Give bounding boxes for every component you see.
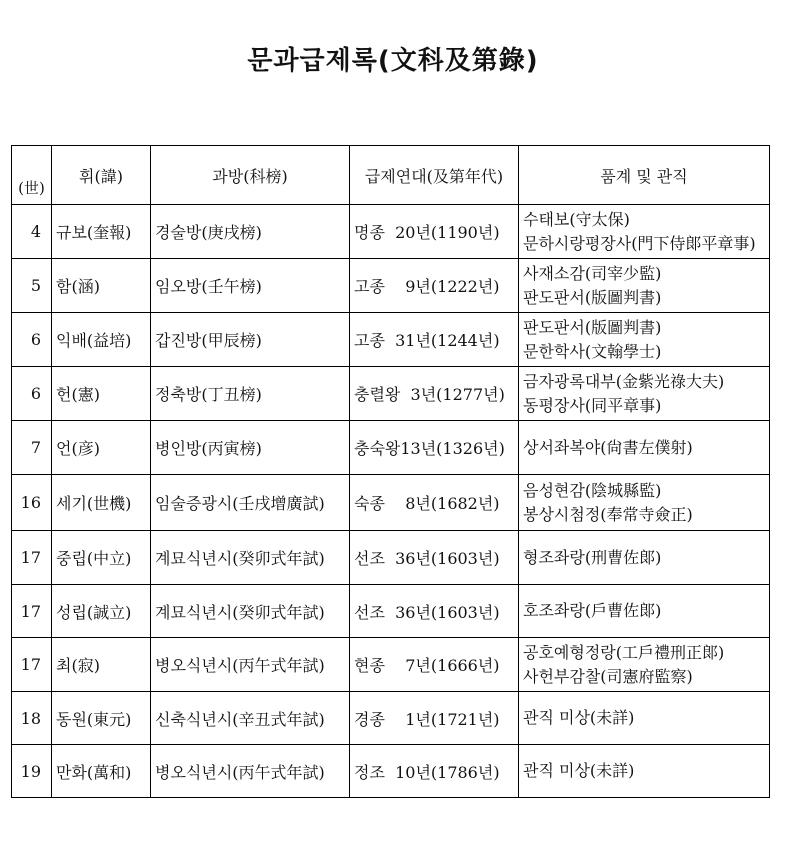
- year-cell: 명종 20년(1190년): [350, 205, 519, 259]
- header-year: 급제연대(及第年代): [350, 146, 519, 205]
- generation-cell: 16: [12, 475, 52, 531]
- name-cell: 동원(東元): [52, 692, 151, 745]
- position-line-1: 공호예형정랑(工戶禮刑正郞): [523, 642, 725, 662]
- name-cell: 함(涵): [52, 259, 151, 313]
- exam-cell: 임술증광시(壬戌增廣試): [151, 475, 350, 531]
- header-generation: (世): [12, 146, 52, 205]
- table-row: [12, 475, 770, 531]
- table-header: [12, 146, 770, 205]
- table-row: [12, 585, 770, 638]
- year-cell: 정조 10년(1786년): [350, 745, 519, 798]
- exam-cell: 병인방(丙寅榜): [151, 421, 350, 475]
- table-row: [12, 259, 770, 313]
- exam-record-table: [11, 145, 770, 798]
- name-cell: 성립(誠立): [52, 585, 151, 638]
- exam-cell: 병오식년시(丙午式年試): [151, 638, 350, 692]
- position-cell: [519, 638, 770, 692]
- position-line-1: 사재소감(司宰少監): [523, 263, 662, 283]
- year-cell: 선조 36년(1603년): [350, 531, 519, 585]
- exam-cell: 계묘식년시(癸卯式年試): [151, 585, 350, 638]
- year-cell: 선조 36년(1603년): [350, 585, 519, 638]
- exam-cell: 병오식년시(丙午式年試): [151, 745, 350, 798]
- exam-cell: 경술방(庚戌榜): [151, 205, 350, 259]
- position-line-1: 수태보(守太保): [523, 209, 630, 229]
- position-line-1: 관직 미상(未詳): [523, 708, 635, 727]
- position-line-2: 문한학사(文翰學士): [523, 341, 662, 361]
- generation-cell: 6: [12, 367, 52, 421]
- year-cell: 숙종 8년(1682년): [350, 475, 519, 531]
- table-row: [12, 692, 770, 745]
- position-line-1: 판도판서(版圖判書): [523, 317, 662, 337]
- position-cell: [519, 745, 770, 798]
- position-cell: [519, 421, 770, 475]
- position-line-2: 동평장사(同平章事): [523, 395, 662, 415]
- position-cell: [519, 531, 770, 585]
- position-line-2: 봉상시첨정(奉常寺僉正): [523, 504, 693, 524]
- position-line-1: 호조좌랑(戶曹佐郞): [523, 601, 662, 620]
- position-cell: [519, 367, 770, 421]
- position-line-1: 음성현감(陰城縣監): [523, 480, 662, 500]
- table-row: [12, 531, 770, 585]
- position-line-1: 금자광록대부(金紫光祿大夫): [523, 371, 725, 391]
- header-name: 휘(諱): [52, 146, 151, 205]
- name-cell: 익배(益培): [52, 313, 151, 367]
- name-cell: 언(彦): [52, 421, 151, 475]
- year-cell: 경종 1년(1721년): [350, 692, 519, 745]
- year-cell: 충렬왕 3년(1277년): [350, 367, 519, 421]
- generation-cell: 19: [12, 745, 52, 798]
- generation-cell: 17: [12, 531, 52, 585]
- name-cell: 최(寂): [52, 638, 151, 692]
- position-cell: [519, 692, 770, 745]
- position-line-1: 관직 미상(未詳): [523, 761, 635, 780]
- name-cell: 세기(世機): [52, 475, 151, 531]
- table-row: [12, 421, 770, 475]
- table-row: [12, 205, 770, 259]
- position-line-1: 형조좌랑(刑曹佐郞): [523, 547, 662, 567]
- name-cell: 만화(萬和): [52, 745, 151, 798]
- name-cell: 헌(憲): [52, 367, 151, 421]
- exam-cell: 갑진방(甲辰榜): [151, 313, 350, 367]
- name-cell: 규보(奎報): [52, 205, 151, 259]
- generation-cell: 18: [12, 692, 52, 745]
- position-cell: [519, 585, 770, 638]
- generation-cell: 17: [12, 585, 52, 638]
- generation-cell: 4: [12, 205, 52, 259]
- header-position: 품계 및 관직: [519, 146, 770, 205]
- generation-cell: 6: [12, 313, 52, 367]
- table-body: [12, 205, 770, 798]
- year-cell: 고종 9년(1222년): [350, 259, 519, 313]
- position-cell: [519, 313, 770, 367]
- table-row: [12, 745, 770, 798]
- page-title: 문과급제록(文科及第錄): [247, 46, 539, 76]
- position-cell: [519, 475, 770, 531]
- header-exam: 과방(科榜): [151, 146, 350, 205]
- year-cell: 충숙왕13년(1326년): [350, 421, 519, 475]
- table-row: [12, 313, 770, 367]
- position-line-1: 상서좌복야(尙書左僕射): [523, 437, 693, 457]
- position-cell: [519, 259, 770, 313]
- generation-cell: 17: [12, 638, 52, 692]
- name-cell: 중립(中立): [52, 531, 151, 585]
- exam-cell: 계묘식년시(癸卯式年試): [151, 531, 350, 585]
- year-cell: 현종 7년(1666년): [350, 638, 519, 692]
- position-line-2: 사헌부감찰(司憲府監察): [523, 666, 693, 686]
- table-row: [12, 638, 770, 692]
- generation-cell: 5: [12, 259, 52, 313]
- generation-cell: 7: [12, 421, 52, 475]
- exam-cell: 임오방(壬午榜): [151, 259, 350, 313]
- position-line-2: 문하시랑평장사(門下侍郞平章事): [523, 233, 756, 253]
- position-line-2: 판도판서(版圖判書): [523, 287, 662, 307]
- table-row: [12, 367, 770, 421]
- position-cell: [519, 205, 770, 259]
- exam-cell: 신축식년시(辛丑式年試): [151, 692, 350, 745]
- year-cell: 고종 31년(1244년): [350, 313, 519, 367]
- exam-cell: 정축방(丁丑榜): [151, 367, 350, 421]
